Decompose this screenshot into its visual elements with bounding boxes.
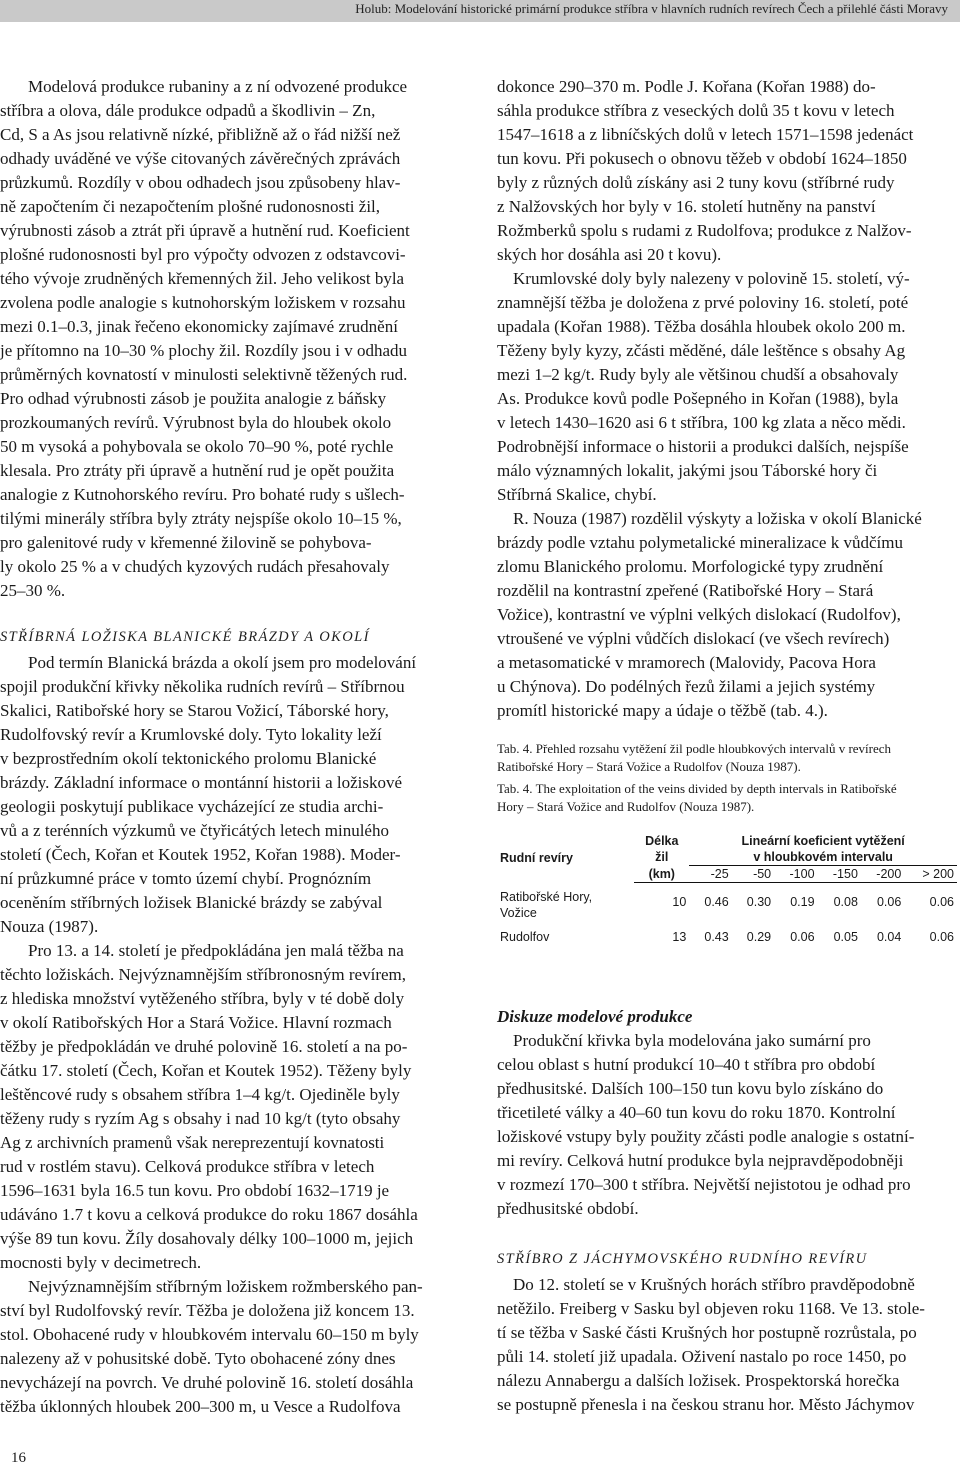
cell-value: 0.06: [876, 894, 902, 909]
text-line: geologii poskytují publikace vycházející ze studia archi-: [0, 797, 384, 816]
text-line: mi revíry. Celková hutní produkce byla nejpravděpodobněji: [497, 1151, 904, 1170]
cell-length: 10: [672, 894, 687, 909]
text-line: čátku 17. století (Čech, Kořan et Koutek 1952). Těženy byly: [0, 1061, 412, 1080]
text-line: zvolena podle analogie s kutnohorským ložiskem v rozsahu: [0, 293, 406, 312]
text-line: 50 m vysoká a pohybovala se okolo 70–90 %, poté rychle: [0, 437, 394, 456]
table-row: [497, 883, 957, 921]
text-line: Stříbrná Skalice, chybí.: [497, 485, 657, 504]
text-line: těžba úklonných hloubek 200–300 m, u Vesce a Rudolfova: [0, 1397, 401, 1416]
text-line: Modelová produkce rubaniny a z ní odvozené produkce: [28, 77, 408, 96]
running-title: Holub: Modelování historické primární produkce stříbra v hlavních rudních revírech Čech a přilehlé části Moravy: [355, 1, 948, 16]
text-line: nalezeny až v pohusitské době. Tyto obohacené zóny dnes: [0, 1349, 396, 1368]
text-line: netěžilo. Freiberg v Sasku byl objeven roku 1168. Ve 13. stole-: [497, 1299, 925, 1318]
text-line: Krumlovské doly byly nalezeny v polovině 15. století, vý-: [513, 269, 910, 288]
text-line: klesala. Pro ztráty při úpravě a hutnění rud je opět použita: [0, 461, 395, 480]
text-line: u Chýnova). Do podélných řezů žilami a jejich systémy: [497, 677, 876, 696]
text-line: Produkční křivka byla modelována jako sumární pro: [513, 1031, 871, 1050]
text-line: tilými minerály stříbra byly ztráty nejspíše okolo 10–15 %,: [0, 509, 402, 528]
th-depth: -25: [689, 866, 731, 883]
text-line: Do 12. století se v Krušných horách stříbro pravděpodobně: [513, 1275, 915, 1294]
text-line: Skalici, Ratibořské hory se Starou Vožicí, Táborské hory,: [0, 701, 389, 720]
text-line: ly okolo 25 % a v chudých kyzových rudách přesahovaly: [0, 557, 390, 576]
text-line: celou oblast s hutní produkcí 10–40 t stříbra pro období: [497, 1055, 876, 1074]
text-line: je přítomno na 10–30 % plochy žil. Rozdíly jsou i v odhadu: [0, 341, 408, 360]
text-line: průzkumů. Rozdíly v obou odhadech jsou způsobeny hlav-: [0, 173, 401, 192]
text-line: nálezu Annabergu a dalších ložisek. Prospektorská horečka: [497, 1371, 900, 1390]
text-line: Rudolfovský revír a Krumlovské doly. Tyto lokality leží: [0, 725, 382, 744]
text-line: analogie z Kutnohorského revíru. Pro bohaté rudy s ušlech-: [0, 485, 405, 504]
text-line: těženy rudy s ryzím Ag s obsahy i nad 10 kg/t (tyto obsahy: [0, 1109, 401, 1128]
text-line: předhusitské období.: [497, 1199, 639, 1218]
text-line: 1596–1631 byla 16.5 tun kovu. Pro období 1632–1719 je: [0, 1181, 390, 1200]
text-line: tého vývoje zrudněných křemenných žil. Jeho velikost byla: [0, 269, 405, 288]
cell-value: 0.43: [704, 929, 729, 944]
text-line: a metasomatické v mramorech (Malovidy, Pacova Hora: [497, 653, 876, 672]
section-heading: STŘÍBRNÁ LOŽISKA BLANICKÉ BRÁZDY A OKOLÍ: [0, 629, 370, 645]
cell-value: 0.06: [929, 929, 954, 944]
table-caption-en: Tab. 4. The exploitation of the veins divided by depth intervals in Ratibořské: [497, 781, 897, 796]
cell-length: 13: [672, 929, 687, 944]
text-line: oceněním stříbrných ložisek Blanické brázdy se zabýval: [0, 893, 383, 912]
text-line: Pro odhad výrubnosti zásob je použita analogie z báňsky: [0, 389, 387, 408]
text-line: sáhla produkce stříbra z veseckých dolů 35 t kovu v letech: [497, 101, 895, 120]
text-line: Vožice), kontrastní ve výplni velkých dislokací (Rudolfov),: [497, 605, 901, 624]
text-line: rozdělil na kontrastní zpeřené (Ratibořské Hory – Stará: [497, 581, 874, 600]
cell-value: 0.05: [833, 929, 858, 944]
text-line: prozkoumaných revírů. Výrubnost byla do hloubek okolo: [0, 413, 392, 432]
section-heading: STŘÍBRO Z JÁCHYMOVSKÉHO RUDNÍHO REVÍRU: [497, 1251, 868, 1267]
text-line: Ag z archivních pramenů však nereprezentují kovnatosti: [0, 1133, 385, 1152]
th-length: Délka: [645, 834, 679, 848]
table-caption-cz: Tab. 4. Přehled rozsahu vytěžení žil podle hloubkových intervalů v revírech: [497, 741, 892, 756]
text-line: ní průzkumné práce v tomto území chybí. Prognózním: [0, 869, 372, 888]
text-line: výše 89 tun kovu. Žíly dosahovaly délky 100–1000 m, jejich: [0, 1229, 414, 1248]
table-caption-cz: Ratibořské Hory – Stará Vožice a Rudolfov (Nouza 1987).: [497, 759, 801, 774]
text-line: z hlediska množství vytěženého stříbra, byly v té době doly: [0, 989, 405, 1008]
text-line: třicetileté války a 40–60 tun kovu do roku 1870. Kontrolní: [497, 1103, 896, 1122]
th-coefficient: Lineární koeficient vytěžení: [741, 834, 905, 848]
row-name: Vožice: [500, 905, 537, 920]
text-line: tun kovu. Při pokusech o obnovu těžeb v období 1624–1850: [497, 149, 907, 168]
extraction-table: [497, 833, 957, 945]
text-line: vtroušené ve výplni vůdčích dislokací (ve všech revírech): [497, 629, 890, 648]
text-line: málo významných lokalit, jakými jsou Táborské hory či: [497, 461, 878, 480]
text-line: stříbra a olova, dále produkce odpadů a škodlivin – Zn,: [0, 101, 376, 120]
text-line: 25–30 %.: [0, 581, 66, 600]
text-line: ně započtením či nezapočtením plošné rudonosnosti žil,: [0, 197, 381, 216]
text-line: století (Čech, Kořan et Koutek 1952, Kořan 1988). Moder-: [0, 845, 401, 864]
th-depth: -200: [861, 866, 904, 883]
cell-value: 0.08: [833, 894, 858, 909]
text-line: plošné rudonosnosti byl pro výpočty odvozen z odstavcovi-: [0, 245, 406, 264]
cell-value: 0.06: [929, 894, 954, 909]
text-line: Těženy byly kyzy, zčásti měděné, dále leštěnce s obsahy Ag: [497, 341, 906, 360]
text-line: brázdy podle vztahu polymetalické mineralizace k vůdčímu: [497, 533, 903, 552]
text-line: Pro 13. a 14. století je předpokládána jen malá těžba na: [28, 941, 404, 960]
text-line: ložiskové vstupy byly použity zčásti podle analogie s ostatní-: [497, 1127, 915, 1146]
text-line: předhusitské. Dalších 100–150 tun kovu bylo získáno do: [497, 1079, 884, 1098]
text-line: R. Nouza (1987) rozdělil výskyty a ložiska v okolí Blanické: [513, 509, 922, 528]
th-depth: -150: [818, 866, 861, 883]
text-line: ství byl Rudolfovský revír. Těžba je doložena již koncem 13.: [0, 1301, 415, 1320]
th-depth: -50: [732, 866, 774, 883]
text-line: spojil produkční křivky několika rudních revírů – Stříbrnou: [0, 677, 405, 696]
text-line: v rozmezí 170–300 t stříbra. Největší nejistotou je odhad pro: [497, 1175, 911, 1194]
running-header: [0, 0, 960, 22]
subsection-heading: Diskuze modelové produkce: [497, 1007, 693, 1026]
text-line: upadala (Kořan 1988). Těžba dosáhla hloubek okolo 200 m.: [497, 317, 906, 336]
text-line: Podrobnější informace o historii a produkci dalších, nejspíše: [497, 437, 909, 456]
page-number: 16: [11, 1450, 26, 1466]
text-line: Pod termín Blanická brázda a okolí jsem pro modelování: [28, 653, 417, 672]
cell-value: 0.46: [704, 894, 729, 909]
text-line: tí se těžba v Saské části Krušných hor postupně rozrůstala, po: [497, 1323, 917, 1342]
text-line: dokonce 290–370 m. Podle J. Kořana (Kořan 1988) do-: [497, 77, 876, 96]
text-line: odhady uváděné ve výše citovaných závěrečných zprávách: [0, 149, 401, 168]
cell-value: 0.04: [876, 929, 902, 944]
table-caption-en: Hory – Stará Vožice and Rudolfov (Nouza 1987).: [497, 799, 755, 814]
text-line: těchto ložiskách. Nejvýznamnějším stříbronosným revírem,: [0, 965, 407, 984]
text-line: mocnosti byly v decimetrech.: [0, 1253, 202, 1272]
th-depth: -100: [774, 866, 817, 883]
cell-value: 0.30: [746, 894, 772, 909]
text-line: Rožmberků spolu s rudami z Rudolfova; produkce z Nalžov-: [497, 221, 912, 240]
th-district: Rudní revíry: [500, 850, 573, 865]
text-line: mezi 1–2 kg/t. Rudy byly ale většinou chudší a obsahovaly: [497, 365, 899, 384]
text-line: ských hor dosáhla asi 20 t kovu).: [497, 245, 722, 264]
text-line: z Nalžovských hor byly v 16. století hutněny na panství: [497, 197, 876, 216]
text-line: znamnější těžba je doložena z prvé poloviny 16. století, poté: [497, 293, 909, 312]
cell-value: 0.06: [790, 929, 815, 944]
th-length: (km): [634, 866, 689, 883]
text-line: průměrných kovnatostí v minulosti selektivně těžených rud.: [0, 365, 408, 384]
text-line: promítl historické mapy a údaje o těžbě (tab. 4.).: [497, 701, 828, 720]
text-line: rud v rostlém stavu). Celková produkce stříbra v letech: [0, 1157, 375, 1176]
text-line: As. Produkce kovů podle Pošepného in Kořan (1988), byla: [497, 389, 899, 408]
text-line: v letech 1430–1620 asi 6 t stříbra, 100 kg zlata a něco mědi.: [497, 413, 906, 432]
text-line: Nouza (1987).: [0, 917, 99, 936]
text-line: vů a z terénních výzkumů ve čtyřicátých letech minulého: [0, 821, 389, 840]
text-line: 1547–1618 a z libníčských dolů v letech 1571–1598 jedenáct: [497, 125, 914, 144]
text-line: byly z různých dolů získány asi 2 tuny kovu (stříbrné rudy: [497, 173, 895, 192]
th-length: žil: [655, 850, 669, 865]
cell-value: 0.29: [746, 929, 772, 944]
text-line: v bezprostředním okolí tektonického prolomu Blanické: [0, 749, 377, 768]
text-line: brázdy. Základní informace o montánní historii a ložiskové: [0, 773, 403, 792]
th-coefficient: v hloubkovém intervalu: [689, 849, 957, 866]
text-line: půli 14. století již upadala. Oživení nastalo po roce 1450, po: [497, 1347, 907, 1366]
text-line: pro galenitové rudy v křemenné žilovině se pohybova-: [0, 533, 372, 552]
text-line: těžby je předpokládán ve druhé polovině 16. století a na po-: [0, 1037, 408, 1056]
text-line: v okolí Ratibořských Hor a Stará Vožice. Hlavní rozmach: [0, 1013, 392, 1032]
text-line: mezi 0.1–0.3, jinak řečeno ekonomicky zajímavé zrudnění: [0, 317, 398, 336]
th-depth: > 200: [904, 866, 957, 883]
cell-value: 0.19: [790, 894, 815, 909]
row-name: Ratibořské Hory,: [500, 889, 593, 904]
text-line: se postupně přenesla i na českou stranu hor. Město Jáchymov: [497, 1395, 915, 1414]
text-line: výrubnosti zásob a ztrát při úpravě a hutnění rud. Koeficient: [0, 221, 410, 240]
text-line: udáváno 1.7 t kovu a celková produkce do roku 1867 dosáhla: [0, 1205, 418, 1224]
text-line: zlomu Blanického prolomu. Morfologické typy zrudnění: [497, 557, 884, 576]
text-line: nevycházejí na povrch. Ve druhé polovině 16. století dosáhla: [0, 1373, 414, 1392]
text-line: Nejvýznamnějším stříbrným ložiskem rožmberského pan-: [28, 1277, 423, 1296]
text-line: Cd, S a As jsou relativně nízké, přibližně až o řád nižší než: [0, 125, 401, 144]
text-line: stol. Obohacené rudy v hloubkovém intervalu 60–150 m byly: [0, 1325, 419, 1344]
table-row: [497, 921, 957, 945]
row-name: Rudolfov: [500, 929, 550, 944]
text-line: leštěncové rudy s obsahem stříbra 1–4 kg/t. Ojediněle byly: [0, 1085, 400, 1104]
